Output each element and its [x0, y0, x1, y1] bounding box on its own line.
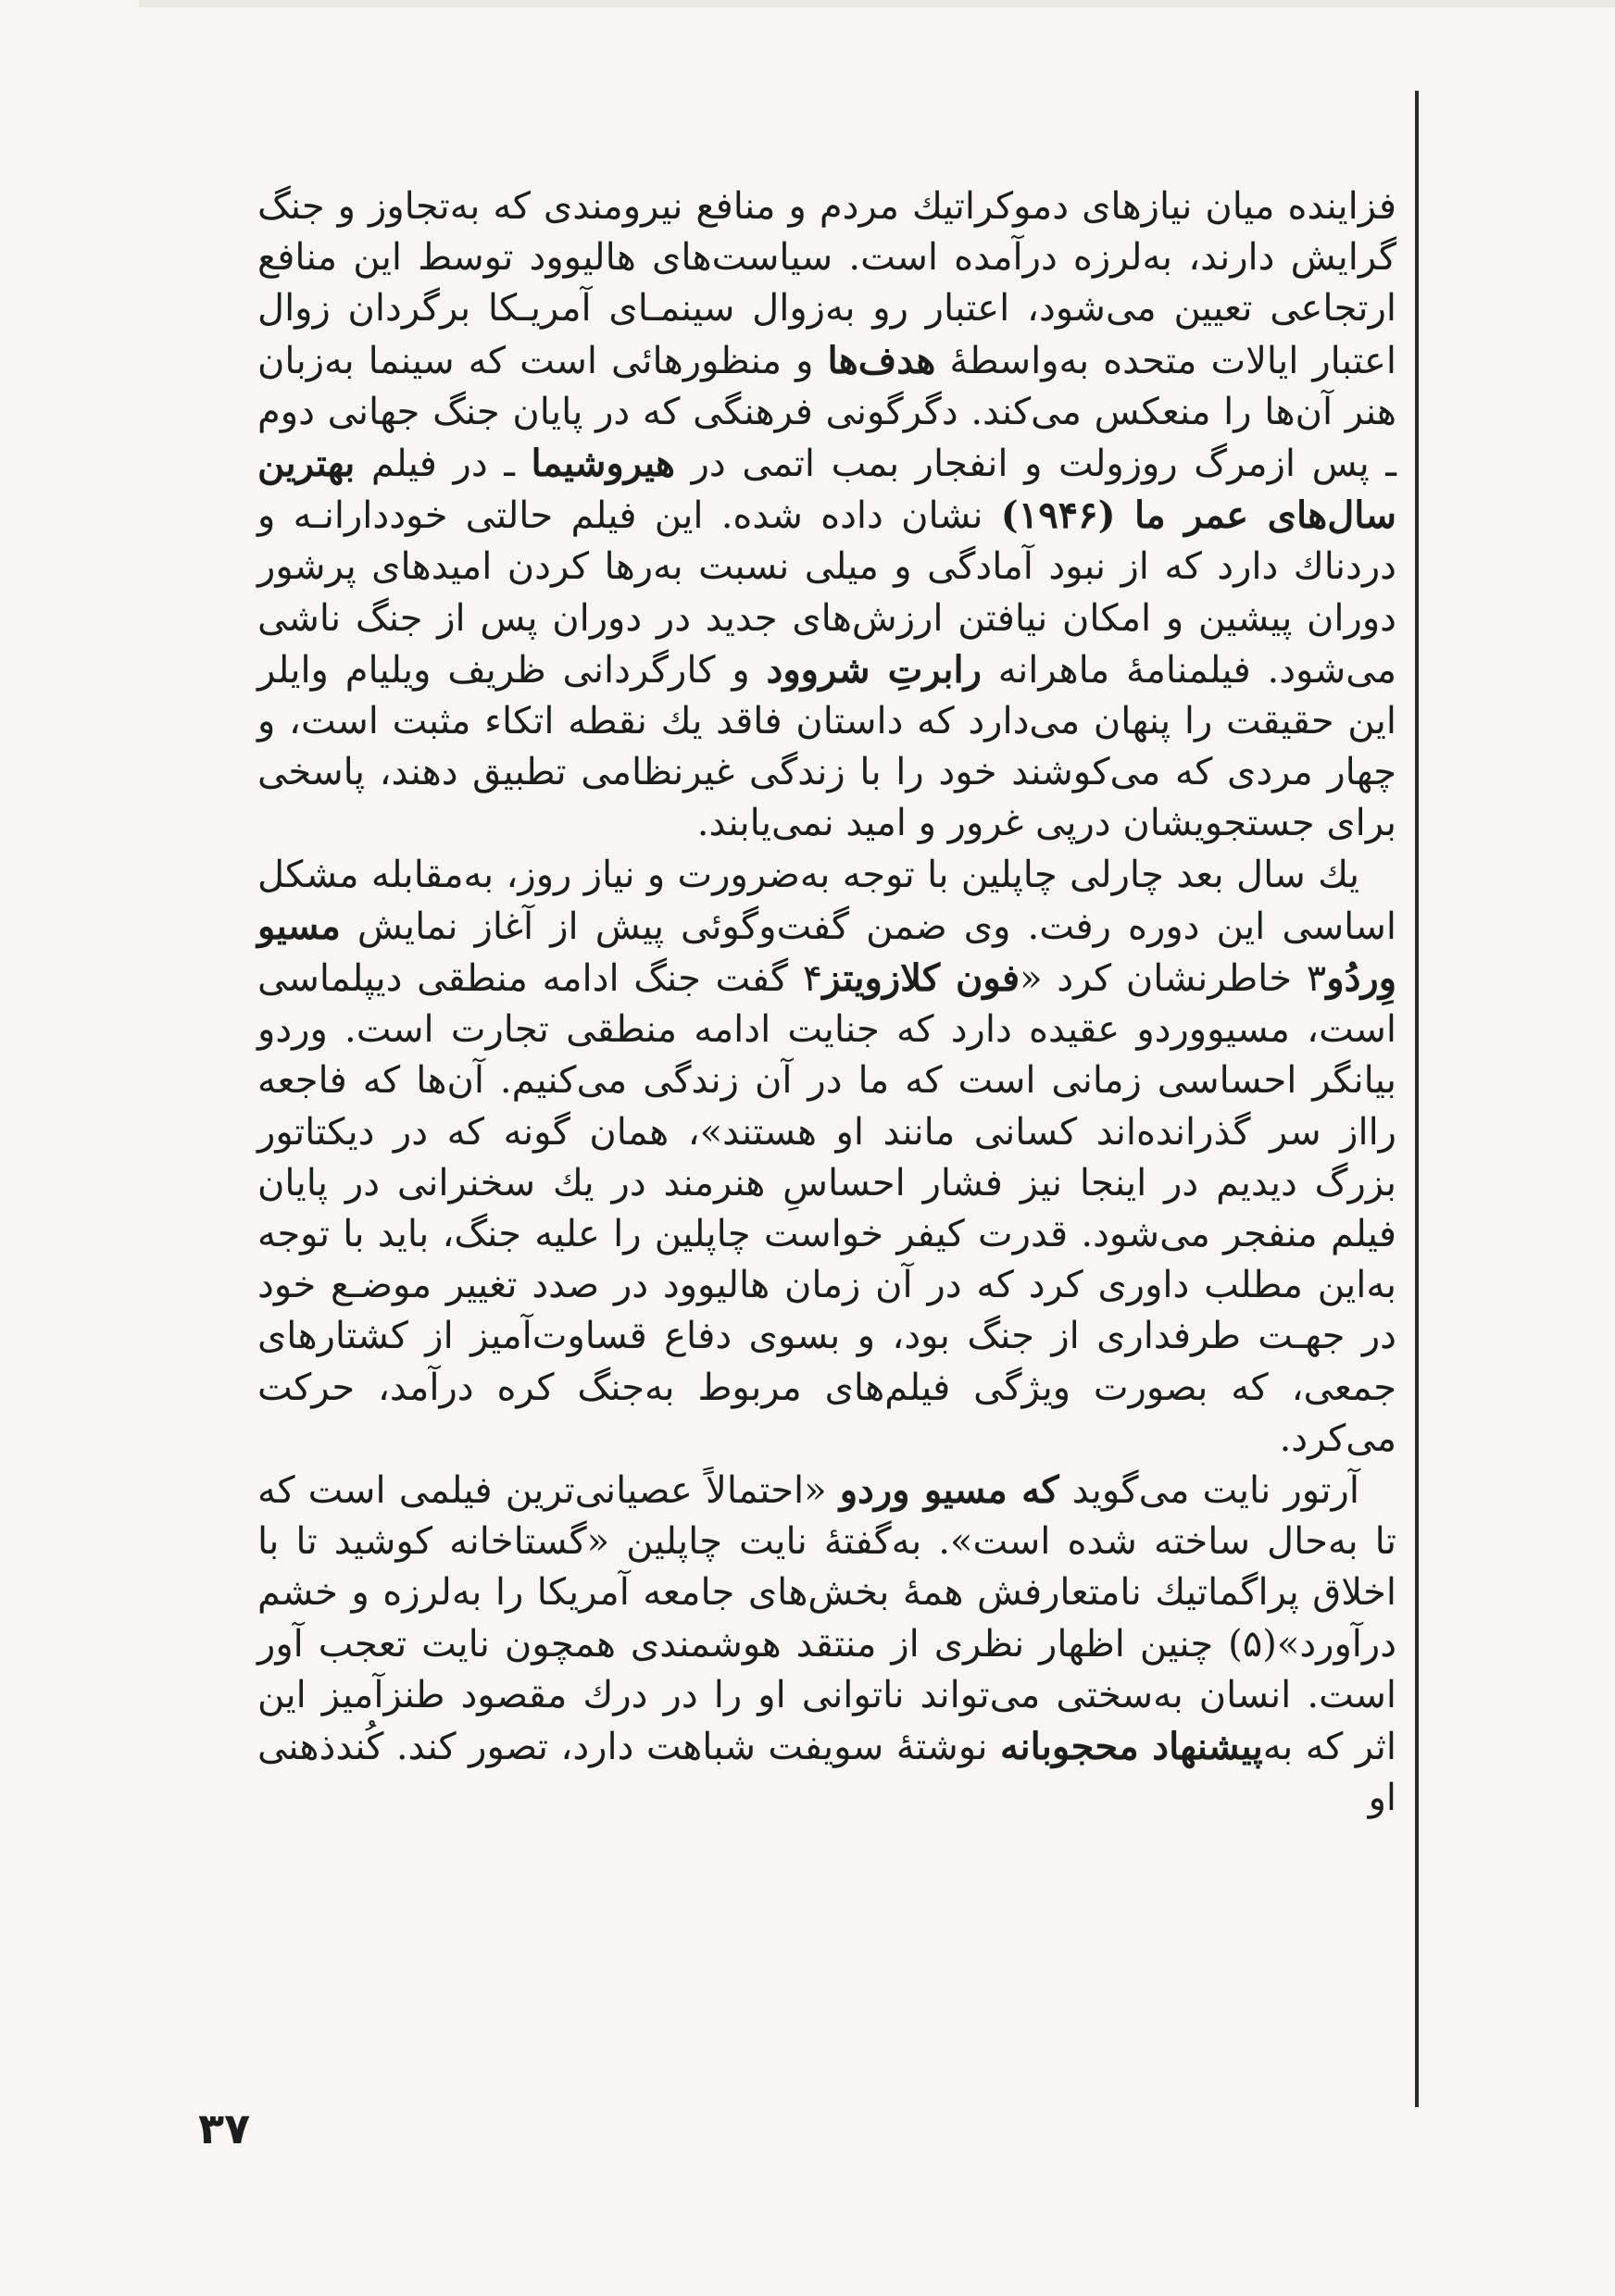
margin-rule: [1415, 91, 1419, 2107]
page-number: ۳۷: [198, 2103, 251, 2153]
bold-term: مسیو وِردُو: [257, 904, 1397, 1001]
text-run: «احتمالاً عصیانی‌ترین فیلمی است که تا به‌حال ساخته شده است». به‌گفتهٔ نایت چاپلین «گستاخانه کوشید تا با اخلاق پراگماتیك نامتعارفش همهٔ بخش‌های جامعه آمریکا را به‌لرزه و خشم درآورد»(۵) چنین اظهار نظری از منتقد هوشمندی همچون نایت تعجب آور است. انسان به‌سختی می‌تواند ناتوانی او را در درك مقصود طنزآمیز این اثر که به‌: [257, 1469, 1397, 1769]
paragraph-2: [257, 850, 1396, 1465]
bold-term: هدف‌ها: [827, 338, 936, 382]
paragraph-3: [257, 1465, 1396, 1824]
text-run: آرتور نایت می‌گوید: [1058, 1469, 1359, 1513]
body-text: [257, 181, 1396, 1825]
bold-term: فون کلازویتز: [822, 956, 1020, 1001]
text-run: فزاینده میان نیازهای دموکراتیك مردم و منافع نیرومندی که به‌تجاوز و جنگ گرایش دارند، به‌لرزه درآمده است. سیاست‌های هالیوود توسط این منافع ارتجاعی تعیین می‌شود، اعتبار رو به‌زوال سینمـای آمریـکا برگردان زوال اعتبار ایالات متحده به‌واسطهٔ: [257, 185, 1396, 382]
text-run: ـ در فیلم: [355, 443, 532, 486]
bold-term: که مسیو وردو: [839, 1468, 1059, 1513]
text-run: نوشتهٔ سویفت شباهت دارد، تصور کند. کُندذهنی او: [257, 1726, 1396, 1820]
bold-term: بهترین سال‌های عمر ما (۱۹۴۶): [257, 442, 1397, 538]
text-run: و کارگردانی ظریف ویلیام وایلر این حقیقت را پنهان می‌دارد که داستان فاقد یك نقطه اتکاء مثبت است، و چهار مردی که می‌کوشند خود را با زندگی غیرنظامی تطبیق دهند، پاسخی برای جستجویشان درپی غرور و امید نمی‌یابند.: [257, 648, 1396, 845]
paragraph-1: [257, 181, 1396, 850]
text-run: ۴ گفت جنگ ادامه منطقی دیپلماسی است، مسیووردو عقیده دارد که جنایت ادامه منطقی تجارت است. وردو بیانگر احساسی زمانی است که ما در آن زندگی می‌کنیم. آن‌ها که فاجعه رااز سر گذرانده‌اند کسانی مانند او هستند»، همان گونه که در دیکتاتور بزرگ دیدیم در اینجا نیز فشار احساسِ هنرمند در یك سخنرانی در پایان فیلم منفجر می‌شود. قدرت کیفر خواست چاپلین را علیه جنگ، باید با توجه به‌این مطلب داوری کرد که در آن زمان هالیوود در صدد تغییر موضـع خود در جهـت طرفداری از جنگ بود، و بسوی دفاع قساوت‌آمیز از کشتارهای جمعی، که بصورت ویژگی فیلم‌های مربوط به‌جنگ کره درآمد، حرکت می‌کرد.: [257, 957, 1396, 1460]
bold-term: هیروشیما: [531, 442, 675, 486]
text-run: و منظورهائی است که سینما به‌زبان هنر آن‌ها را منعکس می‌کند. دگرگونی فرهنگی که در پایان جنگ جهانی دوم ـ پس ازمرگ روزولت و انفجار بمب اتمی در: [257, 339, 1397, 486]
text-run: ۳ خاطرنشان کرد «: [1020, 957, 1327, 1001]
scan-edge: [139, 0, 1615, 7]
text-run: یك سال بعد چارلی چاپلین با توجه به‌ضرورت و نیاز روز، به‌مقابله مشکل اساسی این دوره رفت. وی ضمن گفت‌وگوئی پیش از آغاز نمایش: [257, 853, 1396, 948]
bold-term: رابرتِ شروود: [766, 647, 982, 692]
text-run: نشان داده شده. این فیلم حالتی خوددارانـه و دردناك دارد که از نبود آمادگی و میلی نسبت به‌رها کردن امیدهای پرشور دوران پیشین و امکان نیافتن ارزش‌های جدید در دوران پس از جنگ ناشی می‌شود. فیلمنامهٔ ماهرانه: [257, 494, 1396, 692]
bold-term: پیشنهاد محجوبانه: [1000, 1725, 1263, 1769]
